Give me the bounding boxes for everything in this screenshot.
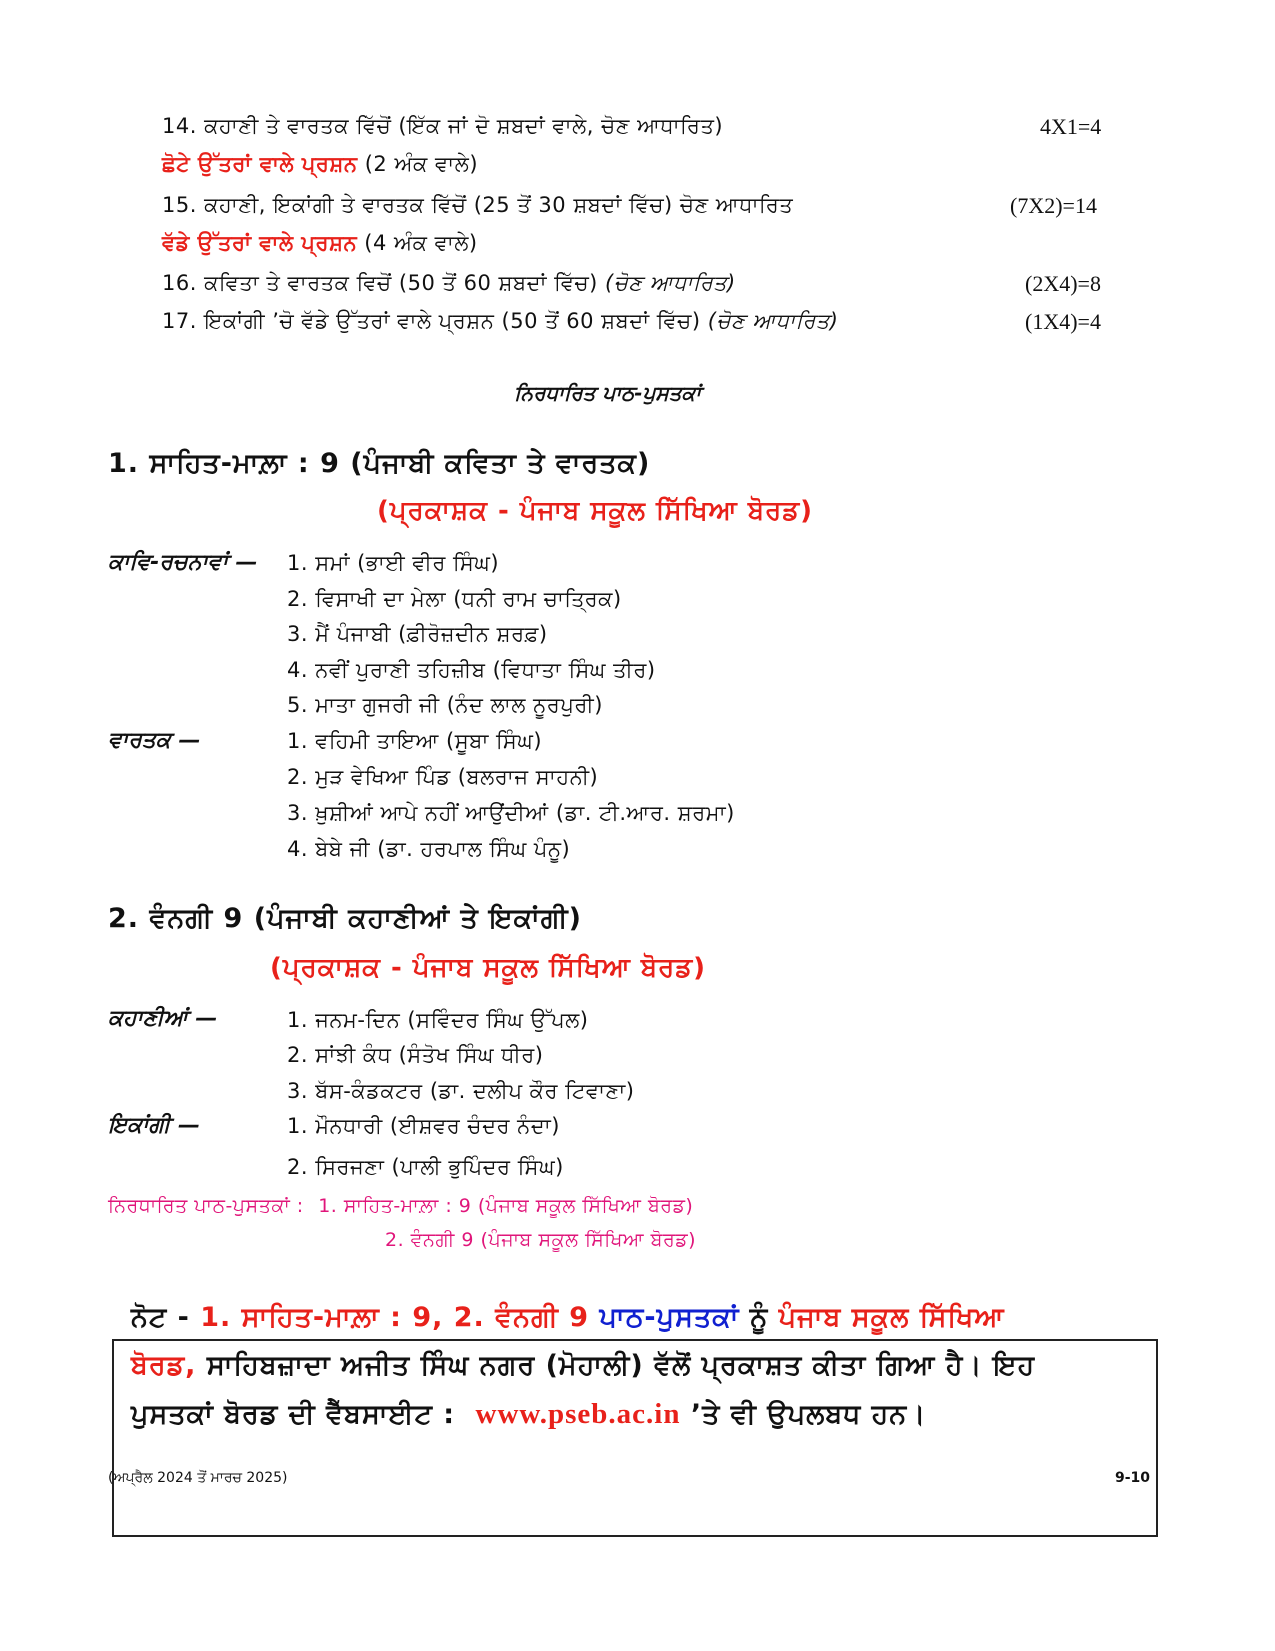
note-line-3: [131, 1398, 926, 1431]
book1-prose-label: ਵਾਰਤਕ —: [108, 728, 201, 753]
prose-item: 2. ਮੁੜ ਵੇਖਿਆ ਪਿੰਡ (ਬਲਰਾਜ ਸਾਹਨੀ): [287, 765, 599, 789]
poem-item: 5. ਮਾਤਾ ਗੁਜਰੀ ਜੀ (ਨੰਦ ਲਾਲ ਨੂਰਪੁਰੀ): [287, 693, 603, 717]
play-item: 2. ਸਿਰਜਣਾ (ਪਾਲੀ ਭੁਪਿੰਦਰ ਸਿੰਘ): [287, 1155, 564, 1179]
question-15: 15. ਕਹਾਣੀ, ਇਕਾਂਗੀ ਤੇ ਵਾਰਤਕ ਵਿੱਚੋਂ (25 ਤੋਂ 30 ਸ਼ਬਦਾਂ ਵਿੱਚ) ਚੋਣ ਆਧਾਰਿਤ: [162, 193, 794, 217]
poem-item: 1. ਸਮਾਂ (ਭਾਈ ਵੀਰ ਸਿੰਘ): [287, 551, 500, 575]
long-answer-title: ਵੱਡੇ ਉੱਤਰਾਂ ਵਾਲੇ ਪ੍ਰਸ਼ਨ: [162, 231, 358, 255]
book2-stories-label: ਕਹਾਣੀਆਂ —: [108, 1006, 218, 1031]
website-link[interactable]: www.pseb.ac.in: [475, 1398, 681, 1430]
note-textbooks: ਪਾਠ-ਪੁਸਤਕਾਂ: [599, 1302, 740, 1333]
question-14-marks: 4X1=4: [1040, 114, 1102, 139]
book2-publisher: (ਪ੍ਰਕਾਸ਼ਕ - ਪੰਜਾਬ ਸਕੂਲ ਸਿੱਖਿਆ ਬੋਰਡ): [270, 953, 707, 983]
note-line-1: [131, 1302, 1005, 1334]
question-16-marks: (2X4)=8: [1025, 271, 1101, 296]
short-answer-marks: (2 ਅੰਕ ਵਾਲੇ): [364, 152, 479, 176]
poem-item: 3. ਮੈਂ ਪੰਜਾਬੀ (ਫ਼ੀਰੋਜ਼ਦੀਨ ਸ਼ਰਫ਼): [287, 622, 548, 646]
question-14: 14. ਕਹਾਣੀ ਤੇ ਵਾਰਤਕ ਵਿੱਚੋਂ (ਇੱਕ ਜਾਂ ਦੋ ਸ਼ਬਦਾਂ ਵਾਲੇ, ਚੋਣ ਆਧਾਰਿਤ): [162, 114, 724, 138]
play-item: 1. ਮੌਨਧਾਰੀ (ਈਸ਼ਵਰ ਚੰਦਰ ਨੰਦਾ): [287, 1114, 560, 1138]
short-answer-title: ਛੋਟੇ ਉੱਤਰਾਂ ਵਾਲੇ ਪ੍ਰਸ਼ਨ: [162, 152, 358, 176]
prose-item: 4. ਬੇਬੇ ਜੀ (ਡਾ. ਹਰਪਾਲ ਸਿੰਘ ਪੰਨੂ): [287, 837, 571, 861]
story-item: 2. ਸਾਂਝੀ ਕੰਧ (ਸੰਤੋਖ ਸਿੰਘ ਧੀਰ): [287, 1043, 544, 1067]
book1-poetry-label: ਕਾਵਿ-ਰਚਨਾਵਾਂ —: [108, 550, 258, 575]
prescribed-item-2: 2. ਵੰਨਗੀ 9 (ਪੰਜਾਬ ਸਕੂਲ ਸਿੱਖਿਆ ਬੋਰਡ): [385, 1229, 696, 1251]
question-16: [162, 271, 736, 296]
poem-item: 4. ਨਵੀਂ ਪੁਰਾਣੀ ਤਹਿਜ਼ੀਬ (ਵਿਧਾਤਾ ਸਿੰਘ ਤੀਰ): [287, 658, 656, 682]
story-item: 1. ਜਨਮ-ਦਿਨ (ਸਵਿੰਦਰ ਸਿੰਘ ਉੱਪਲ): [287, 1008, 589, 1032]
footer-date-range: (ਅਪ੍ਰੈਲ 2024 ਤੋਂ ਮਾਰਚ 2025): [108, 1470, 288, 1486]
note-line-2: [131, 1350, 1035, 1382]
textbooks-heading: ਨਿਰਧਾਰਿਤ ਪਾਠ-ਪੁਸਤਕਾਂ: [514, 381, 701, 405]
note-line-2-rest: ਸਾਹਿਬਜ਼ਾਦਾ ਅਜੀਤ ਸਿੰਘ ਨਗਰ (ਮੋਹਾਲੀ) ਵੱਲੋਂ ਪ੍ਰਕਾਸ਼ਤ ਕੀਤਾ ਗਿਆ ਹੈ। ਇਹ: [206, 1350, 1036, 1381]
prose-item: 1. ਵਹਿਮੀ ਤਾਇਆ (ਸੂਬਾ ਸਿੰਘ): [287, 729, 543, 753]
short-answer-heading: [162, 152, 478, 177]
note-board-2: ਬੋਰਡ,: [131, 1350, 197, 1381]
page-number: 9-10: [1115, 1470, 1151, 1486]
question-17-marks: (1X4)=4: [1025, 309, 1101, 334]
question-16-text: 16. ਕਵਿਤਾ ਤੇ ਵਾਰਤਕ ਵਿਚੋਂ (50 ਤੋਂ 60 ਸ਼ਬਦਾਂ ਵਿੱਚ): [162, 271, 598, 295]
note-line-3-end: ’ਤੇ ਵੀ ਉਪਲਬਧ ਹਨ।: [690, 1399, 927, 1430]
question-17-text: 17. ਇਕਾਂਗੀ ’ਚੋ ਵੱਡੇ ਉੱਤਰਾਂ ਵਾਲੇ ਪ੍ਰਸ਼ਨ (50 ਤੋਂ 60 ਸ਼ਬਦਾਂ ਵਿੱਚ): [162, 309, 701, 333]
question-16-choice: (ਚੋਣ ਆਧਾਰਿਤ): [605, 271, 736, 295]
note-nu: ਨੂੰ: [749, 1302, 769, 1333]
note-line-3-start: ਪੁਸਤਕਾਂ ਬੋਰਡ ਦੀ ਵੈੱਬਸਾਈਟ :: [131, 1399, 456, 1430]
prescribed-line-1: [108, 1195, 693, 1217]
story-item: 3. ਬੱਸ-ਕੰਡਕਟਰ (ਡਾ. ਦਲੀਪ ਕੌਰ ਟਿਵਾਣਾ): [287, 1079, 635, 1103]
question-15-marks: (7X2)=14: [1010, 193, 1097, 218]
note-board-1: ਪੰਜਾਬ ਸਕੂਲ ਸਿੱਖਿਆ: [778, 1302, 1005, 1333]
prescribed-label: ਨਿਰਧਾਰਿਤ ਪਾਠ-ਪੁਸਤਕਾਂ :: [108, 1195, 304, 1217]
question-17-choice: (ਚੋਣ ਆਧਾਰਿਤ): [707, 309, 839, 333]
book1-publisher: (ਪ੍ਰਕਾਸ਼ਕ - ਪੰਜਾਬ ਸਕੂਲ ਸਿੱਖਿਆ ਬੋਰਡ): [376, 496, 814, 526]
book2-title: 2. ਵੰਨਗੀ 9 (ਪੰਜਾਬੀ ਕਹਾਣੀਆਂ ਤੇ ਇਕਾਂਗੀ): [108, 903, 582, 934]
long-answer-heading: [162, 231, 478, 256]
long-answer-marks: (4 ਅੰਕ ਵਾਲੇ): [364, 231, 478, 255]
note-books: 1. ਸਾਹਿਤ-ਮਾਲ਼ਾ : 9, 2. ਵੰਨਗੀ 9: [200, 1302, 590, 1333]
book1-title: 1. ਸਾਹਿਤ-ਮਾਲ਼ਾ : 9 (ਪੰਜਾਬੀ ਕਵਿਤਾ ਤੇ ਵਾਰਤਕ): [108, 448, 651, 479]
prose-item: 3. ਖ਼ੁਸ਼ੀਆਂ ਆਪੇ ਨਹੀਂ ਆਉਂਦੀਆਂ (ਡਾ. ਟੀ.ਆਰ. ਸ਼ਰਮਾ): [287, 801, 735, 825]
note-prefix: ਨੋਟ -: [131, 1302, 190, 1333]
prescribed-item-1: 1. ਸਾਹਿਤ-ਮਾਲ਼ਾ : 9 (ਪੰਜਾਬ ਸਕੂਲ ਸਿੱਖਿਆ ਬੋਰਡ): [318, 1195, 694, 1217]
poem-item: 2. ਵਿਸਾਖੀ ਦਾ ਮੇਲਾ (ਧਨੀ ਰਾਮ ਚਾਤ੍ਰਿਕ): [287, 587, 622, 611]
question-17: [162, 309, 838, 334]
book2-plays-label: ਇਕਾਂਗੀ —: [108, 1113, 200, 1138]
